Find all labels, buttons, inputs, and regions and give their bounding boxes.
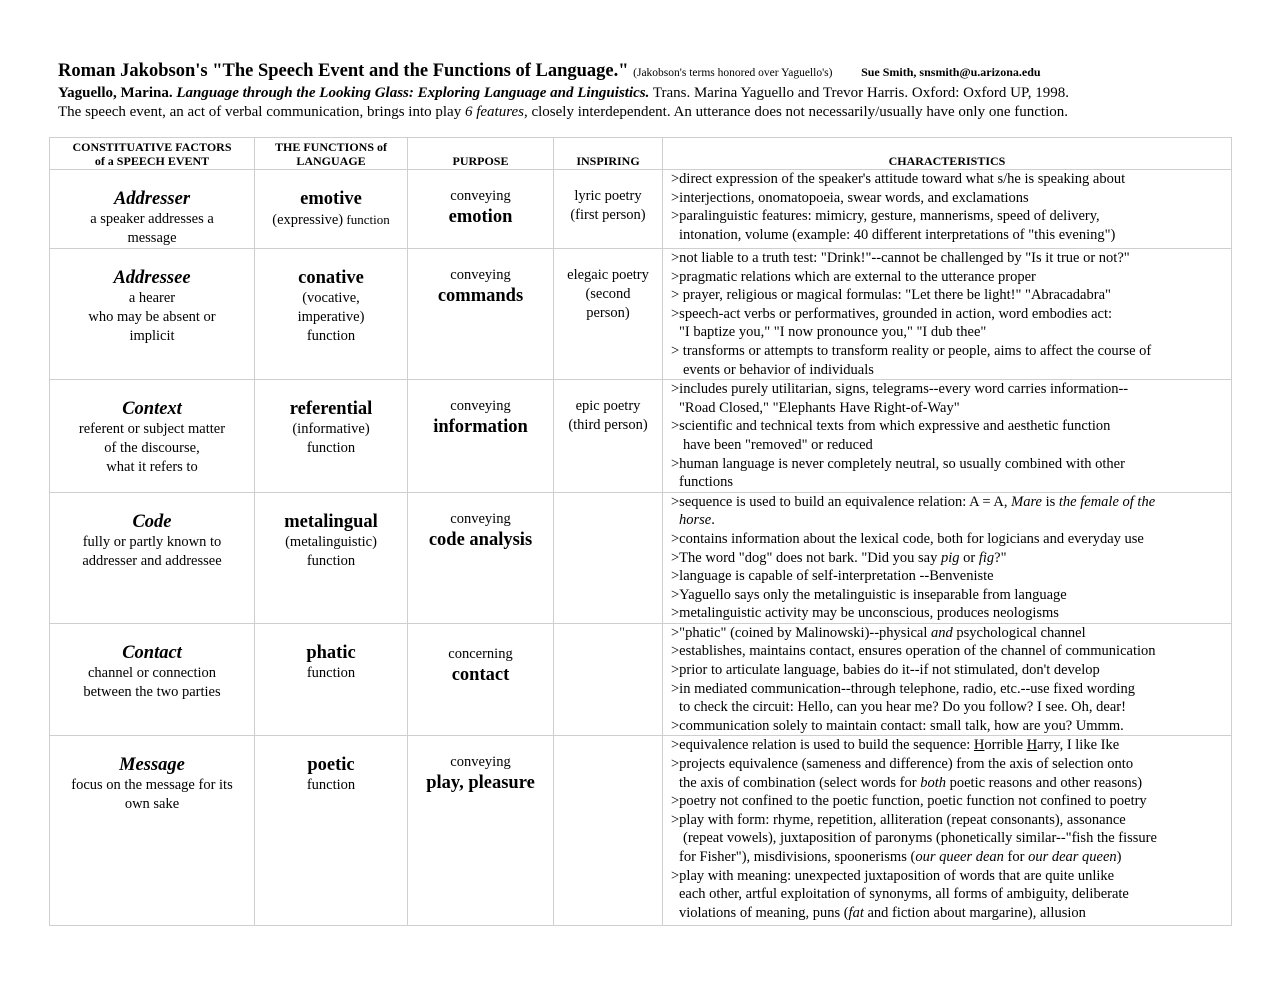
inspiring-cell [554, 736, 663, 926]
purpose-cell: conveying emotion [408, 170, 554, 249]
header-row [50, 138, 1232, 170]
function-cell: emotive (expressive) function [255, 170, 408, 249]
inspiring-cell: lyric poetry (first person) [554, 170, 663, 249]
inspiring-cell [554, 492, 663, 623]
factor-cell: Contact channel or connection between the two parties [50, 623, 255, 736]
function-cell: referential (informative) function [255, 380, 408, 493]
intro-line [58, 103, 1238, 122]
factor-cell: Code fully or partly known to addresser and addressee [50, 492, 255, 623]
factor-cell: Addressee a hearer who may be absent or implicit [50, 249, 255, 380]
column-header-characteristics: CHARACTERISTICS [663, 138, 1232, 170]
factor-cell: Addresser a speaker addresses a message [50, 170, 255, 249]
table-row-message [50, 736, 1232, 926]
citation-title: Language through the Looking Glass: Exploring Language and Linguistics. [176, 85, 650, 101]
purpose-cell: conveying information [408, 380, 554, 493]
purpose-cell: conveying commands [408, 249, 554, 380]
inspiring-cell: epic poetry (third person) [554, 380, 663, 493]
function-cell: conative (vocative, imperative) function [255, 249, 408, 380]
intro-emphasis: 6 features [464, 104, 524, 120]
inspiring-cell [554, 623, 663, 736]
intro-text-b: , closely interdependent. An utterance does not necessarily/usually have only one function. [523, 104, 1068, 120]
column-header-purpose: PURPOSE [408, 138, 554, 170]
author-credit: Sue Smith, snsmith@u.arizona.edu [861, 65, 1041, 79]
factor-name: Addresser [113, 189, 191, 209]
function-cell: poetic function [255, 736, 408, 926]
table-row-contact [50, 623, 1232, 736]
functions-table [49, 137, 1232, 926]
purpose-cell: conveying play, pleasure [408, 736, 554, 926]
citation-rest: Trans. Marina Yaguello and Trevor Harris. Oxford: Oxford UP, 1998. [652, 85, 1069, 101]
factor-cell: Message focus on the message for its own sake [50, 736, 255, 926]
inspiring-cell: elegaic poetry (second person) [554, 249, 663, 380]
table-row-context [50, 380, 1232, 493]
table-row-addresser [50, 170, 1232, 249]
function-cell: phatic function [255, 623, 408, 736]
table-row-code [50, 492, 1232, 623]
title-note: (Jakobson's terms honored over Yaguello's) [633, 67, 833, 79]
characteristics-cell: >direct expression of the speaker's attitude toward what s/he is speaking about >interjections, onomatopoeia, swear words, and exclamations >paralinguistic features: mimicry, gesture, mannerisms, speed of delivery, intonation, volume (example: 40 different interpretations of "this evening") [663, 170, 1232, 249]
characteristics-cell: >not liable to a truth test: "Drink!"--cannot be challenged by "Is it true or not?" >pragmatic relations which are external to the utterance proper > prayer, religious or magical formulas: "Let there be light!" "Abracadabra" >speech-act verbs or performatives, grounded in action, word embodies act: "I baptize you," "I now pronounce you," "I dub thee" > transforms or attempts to transform reality or people, aims to affect the course of events or behavior of individuals [663, 249, 1232, 380]
purpose-cell: conveying code analysis [408, 492, 554, 623]
citation-author: Yaguello, Marina. [58, 85, 173, 101]
purpose-cell: concerning contact [408, 623, 554, 736]
title-line [58, 60, 1238, 84]
factor-cell: Context referent or subject matter of the discourse, what it refers to [50, 380, 255, 493]
column-header-factors: CONSTITUATIVE FACTORS of a SPEECH EVENT [50, 138, 255, 170]
characteristics-cell: >sequence is used to build an equivalence relation: A = A, Mare is the female of the horse. >contains information about the lexical code, both for logicians and everyday use >The word "dog" does not bark. "Did you say pig or fig?" >language is capable of self-interpretation --Benveniste >Yaguello says only the metalinguistic is inseparable from language >metalinguistic activity may be unconscious, produces neologisms [663, 492, 1232, 623]
characteristics-cell: >"phatic" (coined by Malinowski)--physical and psychological channel >establishes, maintains contact, ensures operation of the channel of communication >prior to articulate language, babies do it--if not stimulated, don't develop >in mediated communication--through telephone, radio, etc.--use fixed wording to check the circuit: Hello, can you hear me? Do you follow? I see. Oh, dear! >communication solely to maintain contact: small talk, how are you? Ummm. [663, 623, 1232, 736]
column-header-inspiring: INSPIRING [554, 138, 663, 170]
intro-text-a: The speech event, an act of verbal communication, brings into play [58, 104, 465, 120]
citation-line [58, 84, 1238, 103]
characteristics-cell: >includes purely utilitarian, signs, telegrams--every word carries information-- "Road Closed," "Elephants Have Right-of-Way" >scientific and technical texts from which expressive and aesthetic function have been "removed" or reduced >human language is never completely neutral, so usually combined with other functions [663, 380, 1232, 493]
function-cell: metalingual (metalinguistic) function [255, 492, 408, 623]
function-name: emotive [300, 189, 362, 209]
column-header-functions: THE FUNCTIONS of LANGUAGE [255, 138, 408, 170]
table-row-addressee [50, 249, 1232, 380]
document-header [58, 60, 1238, 122]
characteristics-cell: >equivalence relation is used to build the sequence: Horrible Harry, I like Ike >projects equivalence (sameness and difference) from the axis of selection onto the axis of combination (select words for both poetic reasons and other reasons) >poetry not confined to the poetic function, poetic function not confined to poetry >play with form: rhyme, repetition, alliteration (repeat consonants), assonance (repeat vowels), juxtaposition of paronyms (phonetically similar--"fish the fissure for Fisher"), misdivisions, spoonerisms (our queer dean for our dear queen) >play with meaning: unexpected juxtaposition of words that are quite unlike each other, artful exploitation of synonyms, all forms of ambiguity, deliberate violations of meaning, puns (fat and fiction about margarine), allusion [663, 736, 1232, 926]
document-title: Roman Jakobson's "The Speech Event and the Functions of Language." [58, 61, 629, 81]
